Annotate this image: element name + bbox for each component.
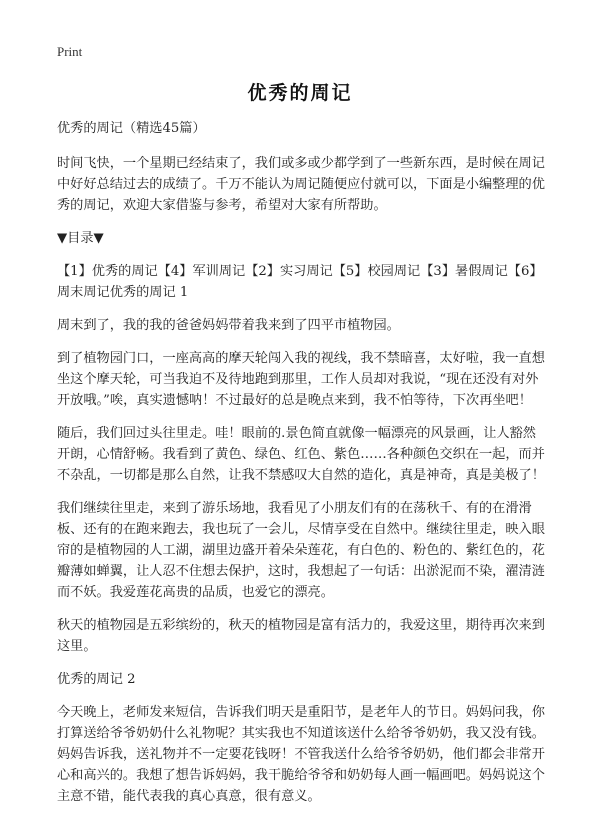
article-subtitle: 优秀的周记（精选45篇） bbox=[57, 121, 206, 136]
section-heading: 优秀的周记 1 bbox=[109, 285, 189, 300]
paragraph: 我们继续往里走，来到了游乐场地，我看见了小朋友们有的在荡秋千、有的在滑滑板、还有的在跑来跑去，我也玩了一会儿，尽情享受在自然中。继续往里走，映入眼帘的是植物园的人工湖，湖里边盛开着朵朵莲花，有白色的、粉色的、紫红色的，花瓣薄如蝉翼，让人忍不住想去保护，这时，我想起了一句话：出淤泥而不染，濯清涟而不妖。我爱莲花高贵的品质，也爱它的漂亮。 bbox=[57, 501, 545, 600]
paragraph: 周末到了，我的我的爸爸妈妈带着我来到了四平市植物园。 bbox=[57, 318, 400, 333]
paragraph: 秋天的植物园是五彩缤纷的，秋天的植物园是富有活力的，我爱这里，期待再次来到这里。 bbox=[57, 618, 545, 654]
print-link[interactable]: Print bbox=[57, 44, 83, 59]
toc-header: ▼目录▼ bbox=[57, 231, 104, 246]
paragraph: 随后，我们回过头往里走。哇！眼前的.景色简直就像一幅漂亮的风景画，让人豁然开朗，心情舒畅。我看到了黄色、绿色、红色、紫色……各种颜色交织在一起，而并不杂乱，一切都是那么自然，让我不禁感叹大自然的造化，真是神奇，真是美极了！ bbox=[57, 426, 545, 483]
toc-item-4[interactable]: 【4】军训周记 bbox=[157, 264, 246, 279]
page-title: 优秀的周记 bbox=[247, 82, 353, 104]
paragraph: 今天晚上，老师发来短信，告诉我们明天是重阳节，是老年人的节日。妈妈问我，你打算送给爷爷奶奶什么礼物呢？其实我也不知道该送什么给爷爷奶奶，我又没有钱。妈妈告诉我，送礼物并不一定要花钱呀！不管我送什么给爷爷奶奶，他们都会非常开心和高兴的。我想了想告诉妈妈，我干脆给爷爷和奶奶每人画一幅画吧。妈妈说这个主意不错，能代表我的真心真意，很有意义。 bbox=[57, 705, 545, 804]
toc-list bbox=[57, 261, 547, 303]
article-body bbox=[57, 118, 547, 819]
toc-item-1[interactable]: 【1】优秀的周记 bbox=[57, 264, 158, 279]
toc-item-6[interactable]: 【6】周末周记 bbox=[57, 264, 543, 300]
paragraph: 到了植物园门口，一座高高的摩天轮闯入我的视线，我不禁暗喜，太好啦，我一直想坐这个摩天轮，可当我迫不及待地跑到那里，工作人员却对我说，“现在还没有对外开放哦。”唉，真实遗憾呐！不过最好的总是晚点来到，我不怕等待，下次再坐吧！ bbox=[57, 351, 545, 408]
section-heading: 优秀的周记 2 bbox=[57, 672, 136, 687]
toc-item-3[interactable]: 【3】暑假周记 bbox=[420, 264, 508, 279]
toc-item-2[interactable]: 【2】实习周记 bbox=[245, 264, 333, 279]
intro-paragraph: 时间飞快，一个星期已经结束了，我们或多或少都学到了一些新东西，是时候在周记中好好总结过去的成绩了。千万不能认为周记随便应付就可以，下面是小编整理的优秀的周记，欢迎大家借鉴与参考，希望对大家有所帮助。 bbox=[57, 156, 545, 213]
toc-item-5[interactable]: 【5】校园周记 bbox=[332, 264, 421, 279]
